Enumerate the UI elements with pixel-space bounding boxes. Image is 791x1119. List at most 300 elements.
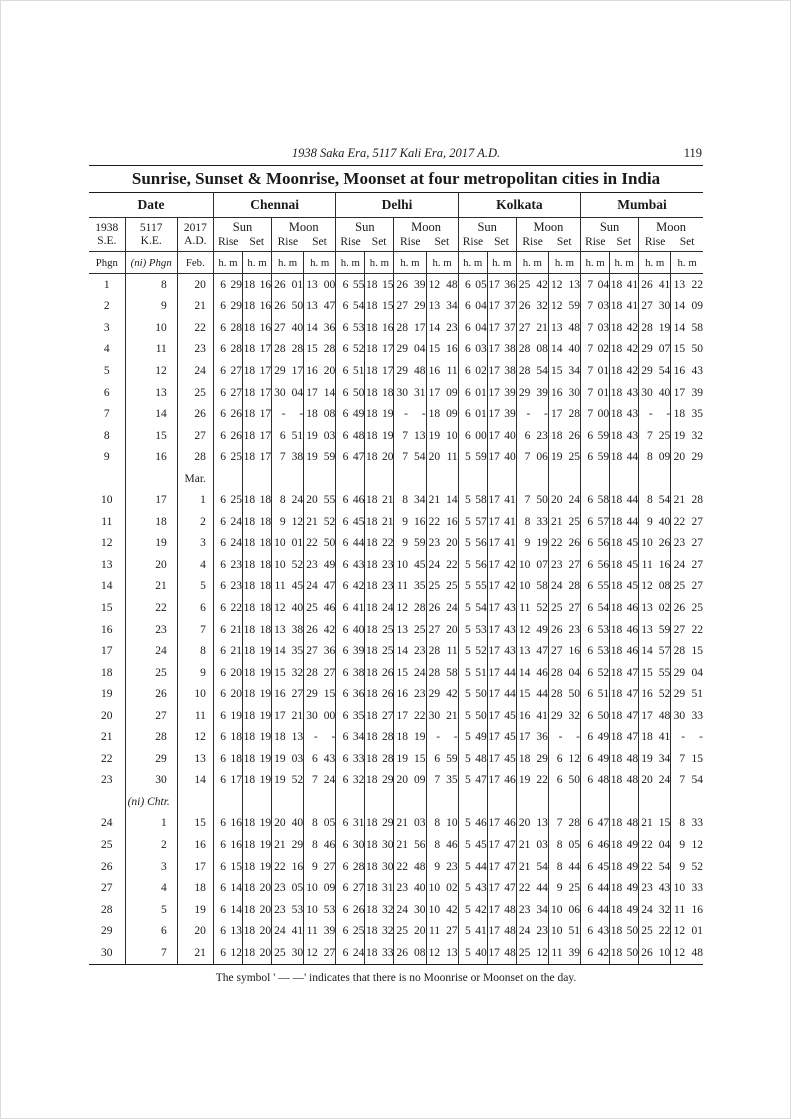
time-hour: 6 <box>587 515 594 528</box>
time-minute: 15 <box>381 278 394 291</box>
time-hour: 5 <box>465 731 471 744</box>
ad-date-cell: 11 <box>177 705 213 727</box>
time-cell <box>671 360 703 382</box>
time-cell <box>581 662 610 684</box>
time-minute: 42 <box>352 580 365 593</box>
time-cell <box>426 576 458 598</box>
time-value <box>488 861 516 873</box>
time-value <box>427 839 458 851</box>
time-minute: 40 <box>414 882 426 895</box>
time-cell <box>487 877 516 899</box>
time-hour: 13 <box>306 300 318 313</box>
time-value <box>517 451 548 463</box>
time-cell <box>458 403 487 425</box>
time-minute: 09 <box>446 386 458 399</box>
time-hour: 26 <box>396 278 408 291</box>
time-value <box>336 861 364 873</box>
time-value <box>639 279 670 291</box>
time-value <box>365 817 393 829</box>
time-hour: 7 <box>587 408 594 421</box>
rise-set-labels <box>394 235 457 249</box>
time-minute: 14 <box>230 882 242 895</box>
time-hour: 17 <box>488 774 500 787</box>
time-hour: 5 <box>465 515 471 528</box>
time-value <box>394 624 425 636</box>
time-cell <box>458 382 487 404</box>
time-cell <box>548 770 580 792</box>
time-minute: 42 <box>323 623 336 636</box>
time-value <box>459 645 487 657</box>
unit-month: Feb. <box>177 252 213 274</box>
divider-cell <box>125 468 177 490</box>
time-value <box>427 322 458 334</box>
time-minute: 43 <box>323 752 336 765</box>
time-value <box>549 516 580 528</box>
rise-label: Rise <box>522 236 543 248</box>
time-value <box>581 753 609 765</box>
time-hour: 6 <box>465 408 471 421</box>
city-header-row <box>89 193 703 218</box>
time-minute: 36 <box>323 321 336 334</box>
time-minute: 53 <box>597 623 610 636</box>
time-hour: - <box>558 731 563 744</box>
time-hour: 20 <box>274 817 286 830</box>
time-minute: 50 <box>597 709 610 722</box>
rise-label: Rise <box>644 236 666 248</box>
time-cell <box>610 296 639 318</box>
time-hour: 12 <box>641 580 653 593</box>
time-value <box>549 387 580 399</box>
time-cell <box>426 705 458 727</box>
se-date-cell: 10 <box>101 494 113 507</box>
time-value <box>671 580 703 592</box>
time-value <box>243 710 271 722</box>
time-value <box>671 451 703 463</box>
time-cell <box>610 726 639 748</box>
time-minute: 27 <box>691 515 703 528</box>
time-cell <box>336 576 365 598</box>
time-value <box>336 882 364 894</box>
time-value <box>365 710 393 722</box>
time-value <box>394 516 425 528</box>
unit-hm: h. m <box>336 252 365 274</box>
time-cell <box>458 274 487 296</box>
time-value <box>459 882 487 894</box>
time-hour: 6 <box>342 882 349 895</box>
time-minute: 42 <box>504 558 516 571</box>
table-row <box>89 597 703 619</box>
time-hour: 13 <box>673 278 686 291</box>
ke-date-cell: 12 <box>125 360 177 382</box>
time-cell <box>458 726 487 748</box>
time-minute: 46 <box>323 838 336 851</box>
time-hour: 5 <box>465 623 471 636</box>
time-minute: 19 <box>259 774 272 787</box>
divider-cell <box>426 791 458 813</box>
time-hour: 17 <box>488 645 500 658</box>
time-value <box>549 624 580 636</box>
time-hour: 18 <box>243 709 256 722</box>
time-hour: 6 <box>434 752 441 765</box>
time-cell <box>365 705 394 727</box>
table-row <box>89 770 703 792</box>
time-value <box>671 322 703 334</box>
time-cell <box>548 834 580 856</box>
time-value <box>272 516 303 528</box>
time-cell <box>272 339 304 361</box>
time-cell <box>610 770 639 792</box>
time-value <box>639 537 670 549</box>
time-minute: 18 <box>259 580 272 593</box>
time-cell <box>610 683 639 705</box>
time-minute: 24 <box>230 537 242 550</box>
time-value <box>336 322 364 334</box>
time-value <box>488 667 516 679</box>
time-value <box>427 817 458 829</box>
time-hour: 30 <box>428 709 441 722</box>
time-hour: 18 <box>243 752 256 765</box>
time-value <box>459 925 487 937</box>
time-minute: 03 <box>597 321 610 334</box>
page-content <box>89 146 703 984</box>
divider-cell <box>610 791 639 813</box>
time-cell <box>548 511 580 533</box>
time-cell <box>336 296 365 318</box>
time-value <box>549 430 580 442</box>
time-hour: 18 <box>365 882 378 895</box>
page-title: Sunrise, Sunset & Moonrise, Moonset at four metropolitan cities in India <box>131 169 661 188</box>
time-minute: 28 <box>291 343 304 356</box>
time-hour: 23 <box>274 903 286 916</box>
time-value <box>610 322 638 334</box>
time-hour: 6 <box>587 429 594 442</box>
divider-cell <box>671 468 703 490</box>
time-minute: 25 <box>658 429 671 442</box>
month-divider-row <box>89 791 703 813</box>
time-value <box>272 774 303 786</box>
time-hour: 18 <box>365 429 378 442</box>
time-cell <box>487 705 516 727</box>
time-hour: 18 <box>306 408 318 421</box>
time-value <box>639 602 670 614</box>
time-cell <box>242 640 271 662</box>
time-minute: 00 <box>597 408 610 421</box>
time-hour: - <box>526 408 531 421</box>
time-hour: 18 <box>243 278 256 291</box>
time-minute: 19 <box>259 645 272 658</box>
time-hour: 23 <box>274 882 286 895</box>
time-minute: 01 <box>691 925 703 938</box>
time-minute: 52 <box>691 860 703 873</box>
time-cell <box>213 425 242 447</box>
se-date-cell: 12 <box>101 537 113 550</box>
time-cell <box>394 382 426 404</box>
time-hour: 6 <box>587 946 594 959</box>
time-minute: 10 <box>446 429 458 442</box>
time-hour: 16 <box>673 364 686 377</box>
time-hour: 6 <box>342 321 349 334</box>
time-value <box>671 559 703 571</box>
time-minute: 19 <box>259 817 272 830</box>
time-minute: 43 <box>475 882 487 895</box>
time-value <box>671 839 703 851</box>
time-minute: 22 <box>230 601 242 614</box>
time-value <box>394 645 425 657</box>
time-cell <box>304 619 336 641</box>
table-row <box>89 726 703 748</box>
time-value <box>549 839 580 851</box>
time-value <box>304 322 335 334</box>
time-cell <box>242 726 271 748</box>
time-minute: 41 <box>504 494 516 507</box>
time-value <box>243 537 271 549</box>
time-minute: 03 <box>536 838 548 851</box>
time-minute: 25 <box>381 645 394 658</box>
time-value <box>581 537 609 549</box>
time-hour: 16 <box>550 386 563 399</box>
time-minute: 25 <box>568 515 580 528</box>
time-minute: 19 <box>259 688 272 701</box>
time-hour: 23 <box>550 558 563 571</box>
time-minute: 48 <box>414 860 426 873</box>
time-minute: 23 <box>536 429 548 442</box>
time-minute: 03 <box>475 343 487 356</box>
time-value <box>581 947 609 959</box>
time-hour: 17 <box>488 278 500 291</box>
time-value <box>639 559 670 571</box>
time-cell <box>304 446 336 468</box>
time-value <box>517 322 548 334</box>
time-value <box>272 688 303 700</box>
time-minute: 32 <box>352 774 365 787</box>
time-cell <box>548 899 580 921</box>
time-hour: 8 <box>434 838 441 851</box>
time-value <box>243 667 271 679</box>
time-value <box>610 710 638 722</box>
time-value <box>549 817 580 829</box>
time-minute: 48 <box>504 946 516 959</box>
time-hour: 20 <box>396 774 408 787</box>
time-cell <box>581 770 610 792</box>
time-value <box>581 343 609 355</box>
time-cell <box>671 726 703 748</box>
time-minute: 43 <box>597 925 610 938</box>
time-minute: 32 <box>568 709 580 722</box>
ad-date-cell: 8 <box>177 640 213 662</box>
time-minute: 29 <box>381 817 394 830</box>
time-hour: 17 <box>488 451 500 464</box>
time-minute: 33 <box>536 515 548 528</box>
time-hour: 6 <box>465 300 471 313</box>
time-hour: 6 <box>220 925 227 938</box>
time-value <box>488 559 516 571</box>
time-hour: 9 <box>679 838 686 851</box>
time-hour: 6 <box>342 451 349 464</box>
time-value <box>394 387 425 399</box>
time-minute: 46 <box>597 838 610 851</box>
time-hour: 11 <box>274 580 286 593</box>
divider-cell <box>458 791 487 813</box>
time-cell <box>336 834 365 856</box>
time-minute: 44 <box>626 451 639 464</box>
time-cell <box>304 813 336 835</box>
time-hour: 7 <box>556 817 563 830</box>
time-hour: 13 <box>306 278 318 291</box>
rise-set-labels <box>639 235 703 249</box>
time-cell <box>516 597 548 619</box>
time-hour: 14 <box>518 666 531 679</box>
time-hour: 19 <box>673 429 686 442</box>
time-minute: 29 <box>230 278 242 291</box>
era-bottom: A.D. <box>184 234 207 247</box>
time-cell <box>242 446 271 468</box>
time-cell <box>487 296 516 318</box>
time-value <box>243 408 271 420</box>
ke-date-cell: 15 <box>125 425 177 447</box>
time-value <box>610 365 638 377</box>
time-hour: 5 <box>465 558 471 571</box>
time-cell <box>272 856 304 878</box>
time-value <box>214 430 242 442</box>
time-hour: 6 <box>465 386 471 399</box>
time-hour: 15 <box>274 666 286 679</box>
time-cell <box>610 942 639 964</box>
time-hour: 6 <box>342 408 349 421</box>
time-cell <box>213 511 242 533</box>
table-row <box>89 619 703 641</box>
time-value <box>517 774 548 786</box>
time-value <box>488 925 516 937</box>
time-minute: 49 <box>352 408 365 421</box>
time-hour: 26 <box>274 300 286 313</box>
time-cell <box>458 877 487 899</box>
table-row <box>89 489 703 511</box>
time-value <box>488 300 516 312</box>
time-value <box>243 300 271 312</box>
time-hour: 11 <box>551 946 563 959</box>
time-cell <box>548 662 580 684</box>
time-minute: 17 <box>259 429 272 442</box>
time-minute: 23 <box>381 580 394 593</box>
time-hour: 18 <box>673 408 686 421</box>
time-value <box>639 322 670 334</box>
time-hour: 18 <box>365 688 378 701</box>
time-value <box>243 430 271 442</box>
time-minute: 46 <box>626 645 639 658</box>
time-minute: 17 <box>259 408 272 421</box>
time-minute: 19 <box>230 709 242 722</box>
time-cell <box>458 533 487 555</box>
time-value <box>365 322 393 334</box>
time-hour: 27 <box>518 321 531 334</box>
ke-date-cell: 17 <box>125 489 177 511</box>
time-minute: 02 <box>475 364 487 377</box>
time-value <box>365 387 393 399</box>
time-value <box>517 343 548 355</box>
time-hour: 17 <box>488 882 500 895</box>
time-value <box>304 947 335 959</box>
time-cell <box>394 489 426 511</box>
unit-hm: h. m <box>365 252 394 274</box>
se-date-cell: 19 <box>101 688 113 701</box>
time-cell <box>548 533 580 555</box>
time-minute: 20 <box>259 925 272 938</box>
era-column-se <box>89 218 125 252</box>
time-hour: 18 <box>610 278 623 291</box>
time-value <box>610 516 638 528</box>
time-cell <box>458 619 487 641</box>
time-hour: 10 <box>518 580 531 593</box>
time-minute: 49 <box>626 903 639 916</box>
time-cell <box>394 403 426 425</box>
time-minute: 41 <box>626 278 639 291</box>
divider-cell <box>89 791 125 813</box>
ad-date-cell: 9 <box>177 662 213 684</box>
time-hour: 6 <box>342 903 349 916</box>
se-date-cell: 1 <box>103 278 110 291</box>
time-minute: 46 <box>536 666 548 679</box>
time-cell <box>272 640 304 662</box>
time-minute: 44 <box>352 537 365 550</box>
time-value <box>459 861 487 873</box>
time-value <box>517 710 548 722</box>
divider-cell <box>213 791 242 813</box>
moon-header-delhi <box>394 218 458 252</box>
time-cell <box>272 770 304 792</box>
se-date-cell: 23 <box>101 774 113 787</box>
time-minute: 47 <box>504 860 516 873</box>
time-hour: 20 <box>306 494 318 507</box>
time-value <box>365 365 393 377</box>
time-hour: 6 <box>342 688 349 701</box>
time-hour: 17 <box>488 343 500 356</box>
time-minute: 54 <box>352 300 365 313</box>
time-hour: 6 <box>220 494 227 507</box>
time-value <box>214 839 242 851</box>
time-cell <box>242 296 271 318</box>
time-cell <box>671 511 703 533</box>
time-minute: 43 <box>626 386 639 399</box>
time-minute: 08 <box>323 408 336 421</box>
table-row <box>89 683 703 705</box>
time-hour: 17 <box>488 537 500 550</box>
time-value <box>214 516 242 528</box>
time-hour: 9 <box>402 537 408 550</box>
time-cell <box>610 748 639 770</box>
ad-date-cell: 21 <box>177 942 213 964</box>
time-hour: 6 <box>220 515 227 528</box>
time-value <box>304 624 335 636</box>
time-minute: 15 <box>414 752 426 765</box>
time-minute: 14 <box>230 903 242 916</box>
time-cell <box>394 748 426 770</box>
time-hour: 17 <box>488 709 500 722</box>
time-cell <box>365 877 394 899</box>
month-divider-label: Mar. <box>177 468 213 490</box>
time-hour: 18 <box>365 408 378 421</box>
time-cell <box>213 489 242 511</box>
time-minute: - <box>453 731 458 744</box>
ke-date-cell: 9 <box>125 296 177 318</box>
time-value <box>581 300 609 312</box>
time-value <box>639 904 670 916</box>
time-cell <box>516 877 548 899</box>
time-value <box>639 753 670 765</box>
rise-label: Rise <box>277 236 299 248</box>
time-hour: 5 <box>465 688 471 701</box>
time-hour: 20 <box>550 494 563 507</box>
time-minute: 59 <box>568 300 580 313</box>
